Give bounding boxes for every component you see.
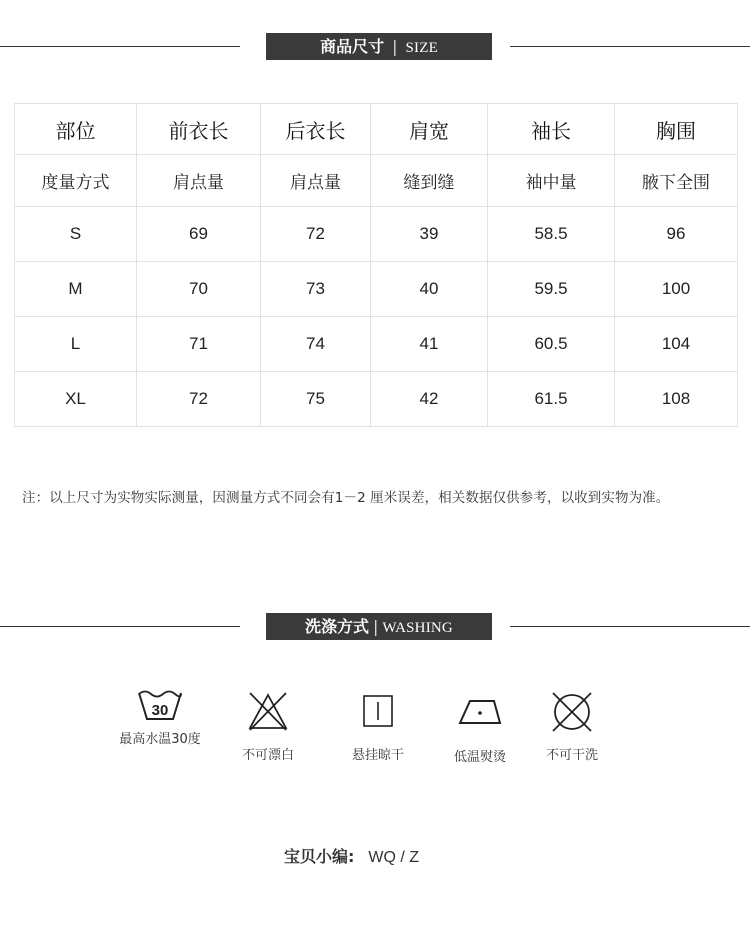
header-cell: 后衣长 xyxy=(261,104,371,155)
divider-left xyxy=(0,46,240,47)
method-cell: 肩点量 xyxy=(261,155,371,207)
wash-title-zh: 洗涤方式 xyxy=(305,617,370,636)
care-item-low-iron xyxy=(430,698,530,765)
method-cell: 腋下全围 xyxy=(615,155,738,207)
table-row xyxy=(15,262,738,317)
method-cell: 度量方式 xyxy=(15,155,137,207)
size-title-en: SIZE xyxy=(405,40,438,56)
value-cell: 73 xyxy=(261,262,371,317)
do-not-dry-clean-icon xyxy=(550,690,594,734)
method-cell: 肩点量 xyxy=(137,155,261,207)
wash-30-icon xyxy=(136,688,184,722)
care-label: 不可漂白 xyxy=(241,748,294,763)
value-cell: 96 xyxy=(615,207,738,262)
header-cell: 袖长 xyxy=(488,104,615,155)
editor-credit xyxy=(284,844,419,867)
size-cell: XL xyxy=(15,372,137,427)
size-section-header xyxy=(0,33,750,61)
care-label: 最高水温30度 xyxy=(119,732,201,747)
value-cell: 100 xyxy=(615,262,738,317)
wash-section-title xyxy=(266,613,492,640)
size-cell: L xyxy=(15,317,137,372)
care-label: 悬挂晾干 xyxy=(351,748,404,763)
header-cell: 胸围 xyxy=(615,104,738,155)
care-item-hang-dry xyxy=(328,694,428,763)
size-cell: S xyxy=(15,207,137,262)
care-item-wash xyxy=(110,688,210,747)
value-cell: 72 xyxy=(137,372,261,427)
editor-value: WQ / Z xyxy=(368,849,420,866)
value-cell: 39 xyxy=(371,207,488,262)
header-cell: 前衣长 xyxy=(137,104,261,155)
value-cell: 108 xyxy=(615,372,738,427)
table-header-row xyxy=(15,104,738,155)
value-cell: 104 xyxy=(615,317,738,372)
size-section-title xyxy=(266,33,492,60)
care-label: 不可干洗 xyxy=(545,748,598,763)
care-item-no-dry-clean xyxy=(522,690,622,763)
hang-dry-icon xyxy=(362,694,394,728)
value-cell: 72 xyxy=(261,207,371,262)
value-cell: 40 xyxy=(371,262,488,317)
header-cell: 部位 xyxy=(15,104,137,155)
value-cell: 42 xyxy=(371,372,488,427)
wash-title-en: WASHING xyxy=(382,620,453,636)
table-method-row xyxy=(15,155,738,207)
care-label: 低温熨烫 xyxy=(453,750,506,765)
method-cell: 袖中量 xyxy=(488,155,615,207)
size-cell: M xyxy=(15,262,137,317)
value-cell: 75 xyxy=(261,372,371,427)
value-cell: 71 xyxy=(137,317,261,372)
value-cell: 41 xyxy=(371,317,488,372)
value-cell: 60.5 xyxy=(488,317,615,372)
table-row xyxy=(15,372,738,427)
care-item-no-bleach xyxy=(218,690,318,763)
measurement-note: 注：以上尺寸为实物实际测量，因测量方式不同会有1－2 厘米误差，相关数据仅供参考，以收到实物为准。 xyxy=(22,490,670,506)
divider-left xyxy=(0,626,240,627)
size-title-separator: | xyxy=(392,37,398,56)
wash-title-separator: | xyxy=(373,617,379,636)
method-cell: 缝到缝 xyxy=(371,155,488,207)
value-cell: 59.5 xyxy=(488,262,615,317)
size-title-zh: 商品尺寸 xyxy=(320,37,385,56)
editor-label: 宝贝小编: xyxy=(284,847,355,866)
table-row xyxy=(15,317,738,372)
divider-right xyxy=(510,626,750,627)
divider-right xyxy=(510,46,750,47)
value-cell: 58.5 xyxy=(488,207,615,262)
size-table xyxy=(14,103,738,427)
value-cell: 74 xyxy=(261,317,371,372)
table-row xyxy=(15,207,738,262)
value-cell: 69 xyxy=(137,207,261,262)
low-iron-icon xyxy=(456,698,504,726)
wash-temp-text: 30 xyxy=(151,702,169,719)
wash-section-header xyxy=(0,613,750,641)
value-cell: 61.5 xyxy=(488,372,615,427)
value-cell: 70 xyxy=(137,262,261,317)
header-cell: 肩宽 xyxy=(371,104,488,155)
do-not-bleach-icon xyxy=(246,690,290,732)
